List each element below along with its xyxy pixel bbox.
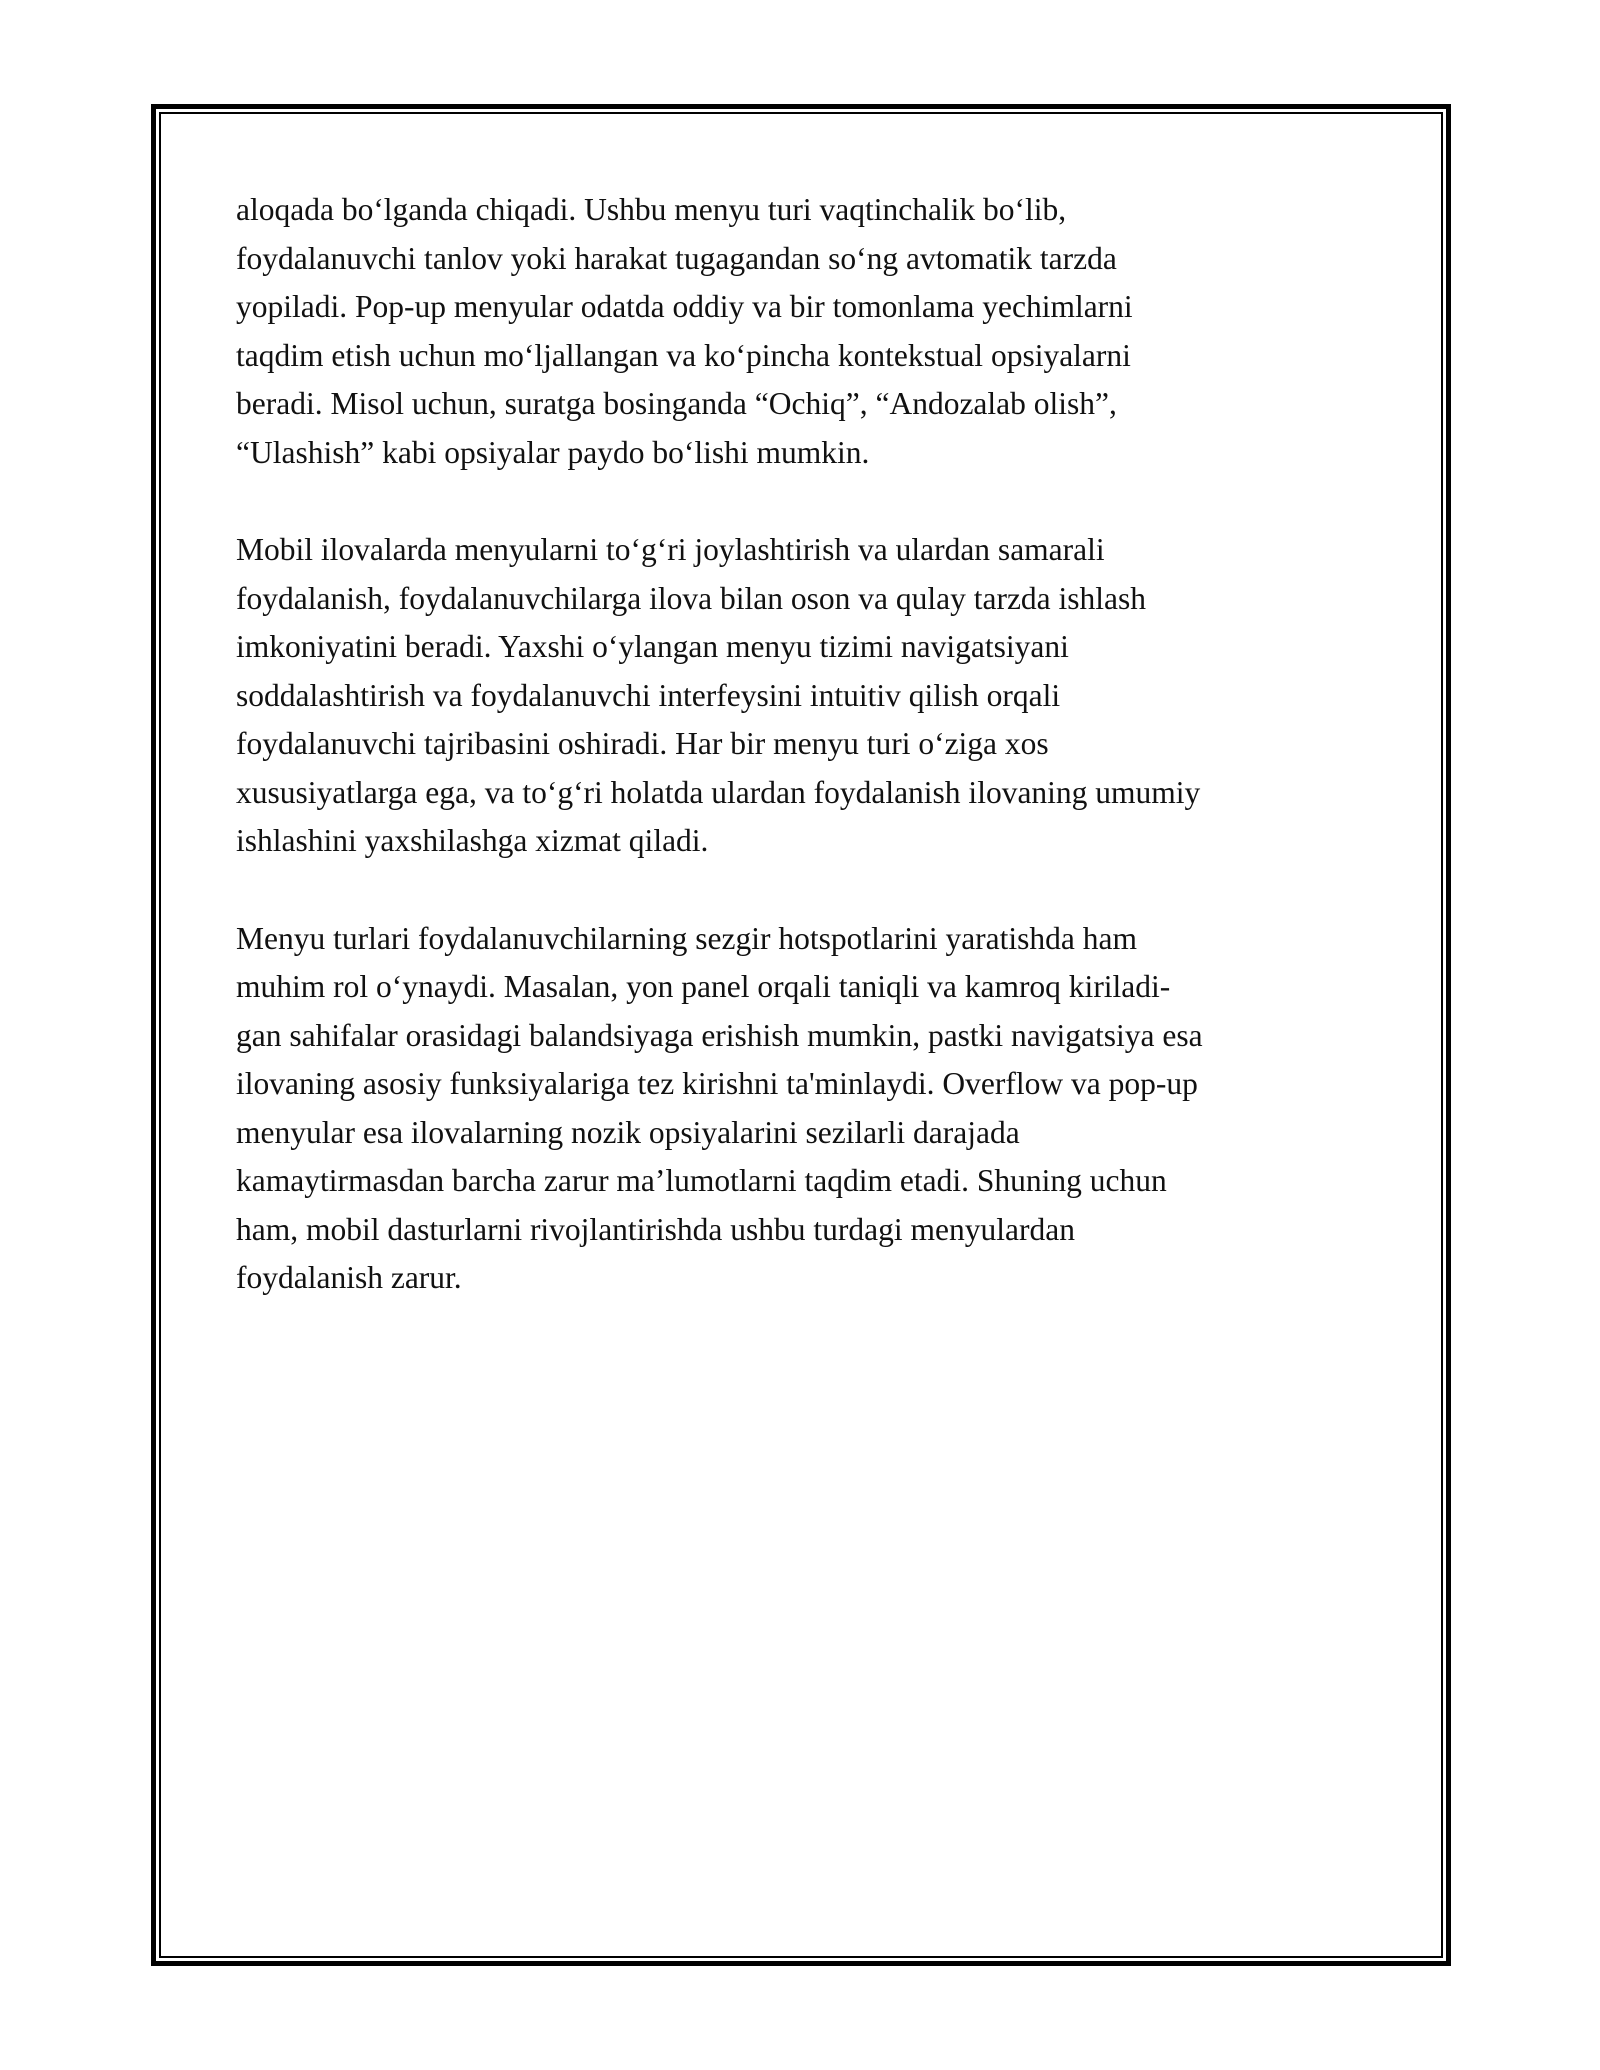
paragraph-1 — [236, 186, 1366, 477]
text-line: “Ulashish” kabi opsiyalar paydo bo‘lishi mumkin. — [236, 434, 870, 470]
text-line: foydalanish zarur. — [236, 1260, 462, 1295]
text-line: kamaytirmasdan barcha zarur ma’lumotlarni taqdim etadi. Shuning uchun — [236, 1163, 1167, 1198]
text-line: ham, mobil dasturlarni rivojlantirishda ushbu turdagi menyulardan — [236, 1211, 1075, 1247]
text-line: ishlashini yaxshilashga xizmat qiladi. — [236, 823, 709, 858]
text-line: imkoniyatini beradi. Yaxshi o‘ylangan menyu tizimi navigatsiyani — [236, 629, 1069, 664]
text-line: foydalanuvchi tanlov yoki harakat tugagandan so‘ng avtomatik tarzda — [236, 240, 1117, 276]
text-line: soddalashtirish va foydalanuvchi interfeysini intuitiv qilish orqali — [236, 677, 1061, 713]
text-line: ilovaning asosiy funksiyalariga tez kirishni ta'minlaydi. Overflow va pop-up — [236, 1066, 1198, 1101]
text-line: foydalanuvchi tajribasini oshiradi. Har bir menyu turi o‘ziga xos — [236, 726, 1049, 761]
text-line: taqdim etish uchun mo‘ljallangan va ko‘pincha kontekstual opsiyalarni — [236, 337, 1131, 373]
text-line: foydalanish, foydalanuvchilarga ilova bilan oson va qulay tarzda ishlash — [236, 580, 1147, 616]
paragraph-2 — [236, 526, 1366, 866]
text-line: beradi. Misol uchun, suratga bosinganda “Ochiq”, “Andozalab olish”, — [236, 386, 1117, 421]
document-body — [236, 186, 1366, 1352]
text-line: xususiyatlarga ega, va to‘g‘ri holatda ulardan foydalanish ilovaning umumiy — [236, 774, 1201, 810]
text-line: Menyu turlari foydalanuvchilarning sezgir hotspotlarini yaratishda ham — [236, 920, 1137, 956]
text-line: yopiladi. Pop-up menyular odatda oddiy va bir tomonlama yechimlarni — [236, 289, 1133, 324]
text-line: muhim rol o‘ynaydi. Masalan, yon panel orqali taniqli va kamroq kiriladi- — [236, 969, 1171, 1004]
text-line: menyular esa ilovalarning nozik opsiyalarini sezilarli darajada — [236, 1114, 1020, 1150]
text-line: aloqada bo‘lganda chiqadi. Ushbu menyu turi vaqtinchalik bo‘lib, — [236, 192, 1067, 227]
paragraph-3 — [236, 915, 1366, 1303]
text-line: Mobil ilovalarda menyularni to‘g‘ri joylashtirish va ulardan samarali — [236, 532, 1105, 567]
text-line: gan sahifalar orasidagi balandsiyaga erishish mumkin, pastki navigatsiya esa — [236, 1017, 1203, 1053]
